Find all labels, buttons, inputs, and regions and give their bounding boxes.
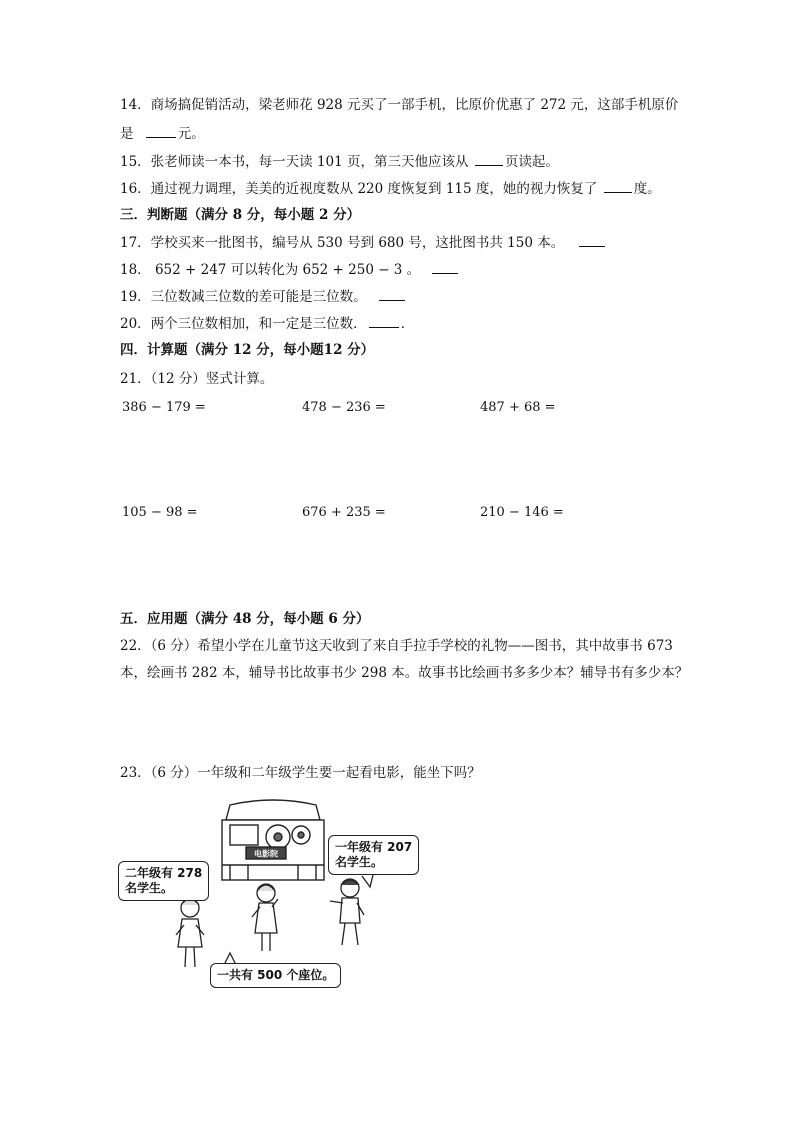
calc-item: 478 − 236 =	[302, 400, 386, 415]
section-5-heading: 五．应用题（满分 48 分，每小题 6 分）	[120, 611, 370, 627]
question-14-suffix: 元。	[177, 126, 205, 142]
question-16-suffix: 度。	[633, 181, 661, 197]
section-3-heading: 三．判断题（满分 8 分，每小题 2 分）	[120, 207, 361, 223]
question-15	[120, 152, 559, 171]
bubble-grade2-line2: 名学生。	[125, 881, 174, 895]
question-15-text: 15．张老师读一本书，每一天读 101 页，第三天他应该从	[120, 154, 469, 170]
question-14-prefix: 是	[120, 126, 134, 142]
question-17	[120, 233, 607, 252]
question-19-text: 19．三位数减三位数的差可能是三位数。	[120, 289, 367, 305]
answer-blank-20[interactable]	[369, 314, 399, 328]
question-16	[120, 179, 661, 198]
speech-bubble-seats: 一共有 500 个座位。	[210, 963, 341, 988]
answer-blank-19[interactable]	[379, 287, 405, 301]
question-14-line1: 14．商场搞促销活动，梁老师花 928 元买了一部手机，比原价优惠了 272 元，这部手机原价	[120, 97, 679, 113]
question-16-text: 16．通过视力调理，美美的近视度数从 220 度恢复到 115 度，她的视力恢复了	[120, 181, 598, 197]
boy-icon	[330, 879, 364, 945]
question-14-line2	[120, 124, 205, 143]
calc-item: 105 − 98 =	[122, 505, 198, 520]
section-4-heading: 四．计算题（满分 12 分，每小题12 分）	[120, 342, 375, 358]
question-17-text: 17．学校买来一批图书，编号从 530 号到 680 号，这批图书共 150 本。	[120, 235, 565, 251]
speech-bubble-grade1	[328, 835, 419, 875]
calc-item: 210 − 146 =	[480, 505, 564, 520]
question-22-line2: 本，绘画书 282 本，辅导书比故事书少 298 本。故事书比绘画书多多少本？辅导书有多少本？	[120, 665, 689, 681]
answer-blank-18[interactable]	[432, 260, 458, 274]
bubble-grade2-line1: 二年级有 278	[125, 866, 203, 880]
bubble-grade1-line1: 一年级有 207	[335, 840, 413, 854]
question-20-text: 20．两个三位数相加，和一定是三位数．	[120, 316, 367, 332]
calc-item: 386 − 179 =	[122, 400, 206, 415]
question-18-text: 18． 652 + 247 可以转化为 652 + 250 − 3 。	[120, 262, 421, 278]
calc-item: 676 + 235 =	[302, 505, 386, 520]
question-18	[120, 260, 460, 279]
question-23: 23．（6 分）一年级和二年级学生要一起看电影，能坐下吗？	[120, 765, 481, 781]
answer-blank-16[interactable]	[604, 179, 632, 193]
question-20	[120, 314, 414, 333]
question-19	[120, 287, 407, 306]
girl-icon	[176, 899, 204, 967]
cinema-building-icon	[222, 800, 324, 880]
question-22-line1: 22．（6 分）希望小学在儿童节这天收到了来自手拉手学校的礼物——图书，其中故事书 673	[120, 638, 673, 654]
cinema-illustration	[118, 795, 428, 995]
question-15-suffix: 页读起。	[504, 154, 559, 170]
answer-blank-15[interactable]	[475, 152, 503, 166]
calc-item: 487 + 68 =	[480, 400, 556, 415]
answer-blank-14[interactable]	[146, 124, 176, 138]
girl-icon	[252, 884, 278, 951]
question-20-end: ．	[400, 316, 415, 332]
bubble-grade1-line2: 名学生。	[335, 855, 384, 869]
cinema-sign: 电影院	[254, 849, 278, 859]
question-21: 21．（12 分）竖式计算。	[120, 371, 274, 387]
answer-blank-17[interactable]	[579, 233, 605, 247]
speech-bubble-grade2	[118, 861, 209, 901]
